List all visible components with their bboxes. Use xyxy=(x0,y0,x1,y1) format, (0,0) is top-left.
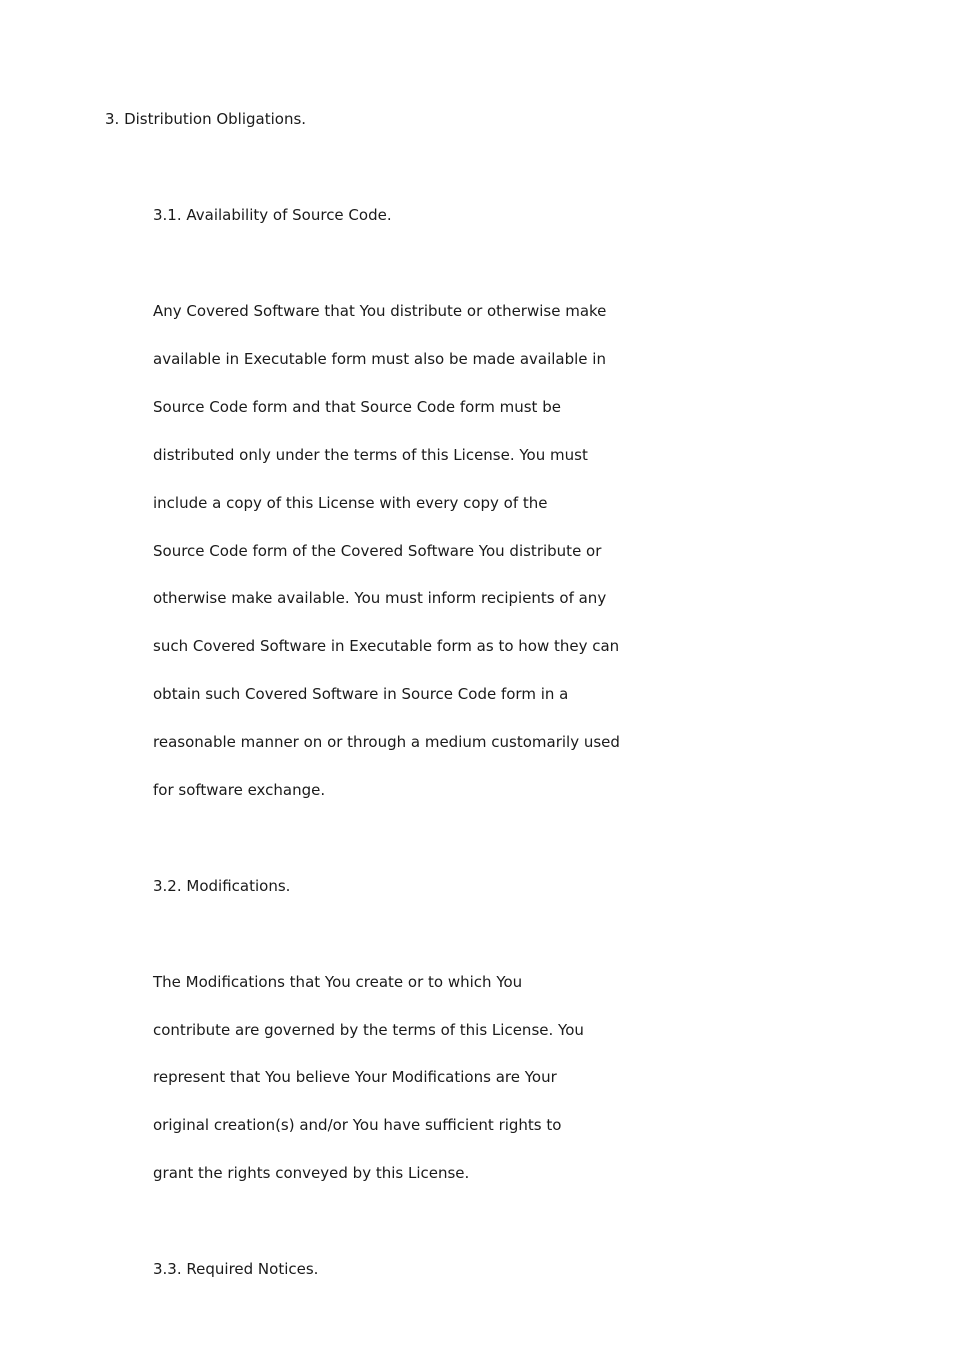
paragraph-line: contribute are governed by the terms of this License. You xyxy=(153,1021,584,1039)
paragraph-line: Any Covered Software that You distribute or otherwise make xyxy=(153,302,607,320)
paragraph-line: for software exchange. xyxy=(153,781,326,799)
paragraph-line: available in Executable form must also be made available in xyxy=(153,350,606,368)
paragraph-line: The Modifications that You create or to which You xyxy=(153,973,523,991)
subsection-heading-3-1: 3.1. Availability of Source Code. xyxy=(153,206,392,224)
paragraph-line: otherwise make available. You must inform recipients of any xyxy=(153,589,607,607)
subsection-heading-3-2: 3.2. Modifications. xyxy=(153,877,291,895)
paragraph-line: reasonable manner on or through a medium customarily used xyxy=(153,733,620,751)
paragraph-line: Source Code form and that Source Code form must be xyxy=(153,398,561,416)
paragraph-line: original creation(s) and/or You have sufficient rights to xyxy=(153,1116,562,1134)
paragraph-line: include a copy of this License with every copy of the xyxy=(153,494,548,512)
subsection-heading-3-3: 3.3. Required Notices. xyxy=(153,1260,319,1278)
paragraph-line: obtain such Covered Software in Source Code form in a xyxy=(153,685,569,703)
paragraph-line: grant the rights conveyed by this License. xyxy=(153,1164,470,1182)
paragraph-line: such Covered Software in Executable form as to how they can xyxy=(153,637,620,655)
section-heading: 3. Distribution Obligations. xyxy=(105,110,307,128)
paragraph-line: distributed only under the terms of this License. You must xyxy=(153,446,588,464)
paragraph-line: Source Code form of the Covered Software You distribute or xyxy=(153,542,602,560)
paragraph-line: represent that You believe Your Modifications are Your xyxy=(153,1068,557,1086)
